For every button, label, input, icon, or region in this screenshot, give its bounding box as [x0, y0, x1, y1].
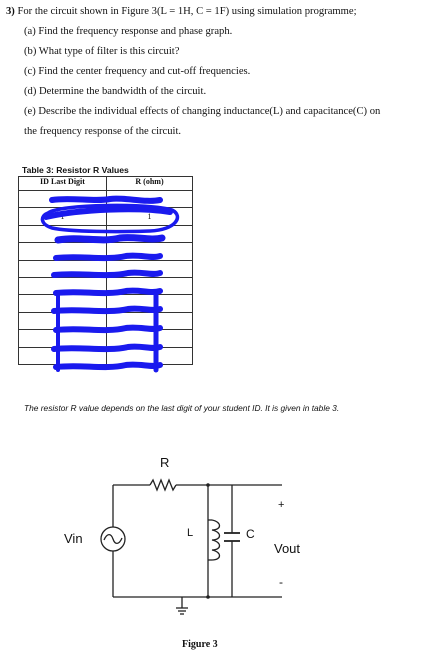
- inductor-label: L: [187, 527, 194, 539]
- source-label: Vin: [64, 531, 83, 546]
- question-part-a: (a) Find the frequency response and phase graph.: [24, 26, 233, 37]
- question-part-e: (e) Describe the individual effects of changing inductance(L) and capacitance(C) on: [24, 106, 381, 117]
- table-header-id: ID Last Digit: [19, 177, 107, 191]
- inductor-coil: [212, 520, 220, 560]
- figure-caption: Figure 3: [182, 639, 218, 650]
- output-minus-sign: -: [279, 575, 283, 589]
- question-continuation: the frequency response of the circuit.: [24, 126, 182, 137]
- question-part-b: (b) What type of filter is this circuit?: [24, 46, 180, 57]
- resistor-label: R: [160, 455, 170, 470]
- node-bottom: [206, 595, 210, 599]
- question-intro: For the circuit shown in Figure 3(L = 1H, C = 1F) using simulation programme;: [17, 6, 357, 17]
- output-label: Vout: [274, 541, 301, 556]
- resistor-note: The resistor R value depends on the last digit of your student ID. It is given in table 3.: [24, 403, 340, 413]
- question-part-d: (d) Determine the bandwidth of the circuit.: [24, 86, 207, 97]
- node-top: [206, 483, 210, 487]
- question-number: 3): [6, 6, 15, 17]
- capacitor-label: C: [246, 527, 255, 541]
- table-cell: 1: [107, 208, 193, 225]
- ac-source-icon: [101, 527, 125, 551]
- circuit-wires: [113, 480, 285, 614]
- table-cell: 1: [19, 208, 107, 225]
- question-part-c: (c) Find the center frequency and cut-off frequencies.: [24, 66, 251, 77]
- table-title: Table 3: Resistor R Values: [22, 165, 129, 175]
- table-header-r: R (ohm): [107, 177, 193, 191]
- resistor-zigzag: [150, 480, 176, 490]
- output-plus-sign: +: [278, 499, 285, 511]
